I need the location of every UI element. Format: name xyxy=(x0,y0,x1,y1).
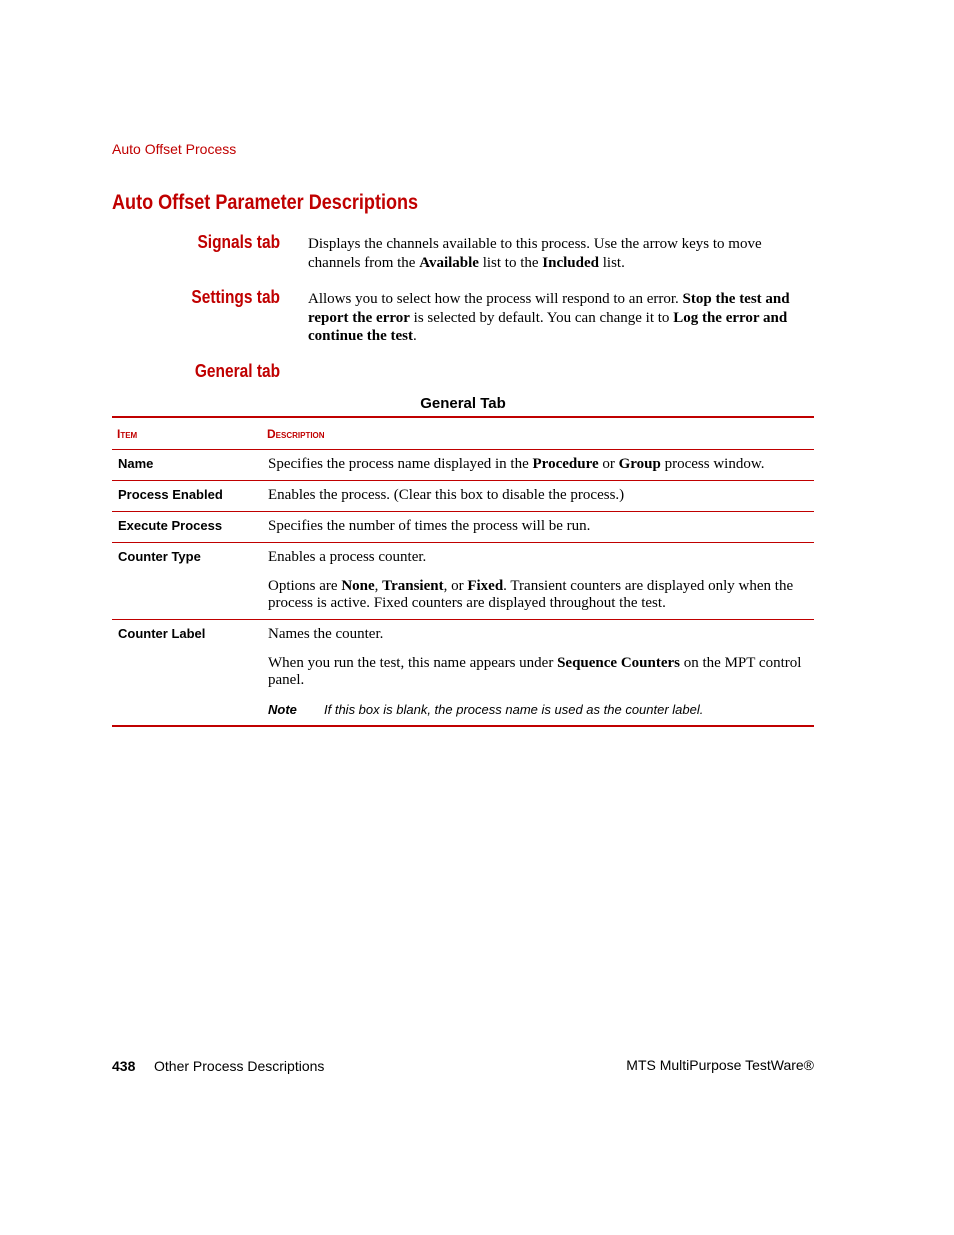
row-item: Counter Label xyxy=(118,626,206,641)
row-description: Enables a process counter. Options are None, Transient, or Fixed. Transient counters are displayed only when the process is active. Fixed counters are displayed throughout the test. xyxy=(268,549,794,611)
table-row xyxy=(112,620,814,727)
table-row xyxy=(112,543,814,620)
page-number: 438 xyxy=(112,1058,136,1074)
description-column-header: Description xyxy=(267,426,325,441)
general-tab-table xyxy=(112,416,814,727)
table-row xyxy=(112,481,814,512)
row-item: Counter Type xyxy=(118,549,201,564)
row-description: Specifies the number of times the process will be run. xyxy=(268,518,591,534)
general-tab-heading: General tab xyxy=(194,361,280,381)
signals-tab-heading: Signals tab xyxy=(197,232,280,252)
footer-product-name: MTS MultiPurpose TestWare® xyxy=(626,1057,814,1073)
row-item: Process Enabled xyxy=(118,487,223,502)
settings-tab-description: Allows you to select how the process will respond to an error. Stop the test and report the error is selected by default. You can change it to Log the error and continue the test. xyxy=(308,291,790,345)
table-header-row xyxy=(112,417,814,450)
note-text: If this box is blank, the process name is used as the counter label. xyxy=(324,702,704,717)
note xyxy=(268,701,808,718)
note-label: Note xyxy=(268,702,297,717)
table-row xyxy=(112,450,814,481)
row-item: Name xyxy=(118,456,154,471)
row-item: Execute Process xyxy=(118,518,223,533)
row-description: Specifies the process name displayed in the Procedure or Group process window. xyxy=(268,456,765,472)
signals-tab-description: Displays the channels available to this process. Use the arrow keys to move channels from the Available list to the Included list. xyxy=(308,236,762,271)
section-title: Auto Offset Parameter Descriptions xyxy=(112,191,419,214)
settings-tab-heading: Settings tab xyxy=(191,287,280,307)
table-caption: General Tab xyxy=(420,395,506,412)
table-row xyxy=(112,512,814,543)
running-header: Auto Offset Process xyxy=(112,141,237,157)
row-description: Names the counter. When you run the test, this name appears under Sequence Counters on the MPT control panel. Note If this box is blank, the process name is used as the counter label. xyxy=(262,620,814,727)
row-description: Enables the process. (Clear this box to disable the process.) xyxy=(268,487,625,503)
item-column-header: Item xyxy=(117,426,138,441)
footer-section-name: Other Process Descriptions xyxy=(154,1058,325,1074)
